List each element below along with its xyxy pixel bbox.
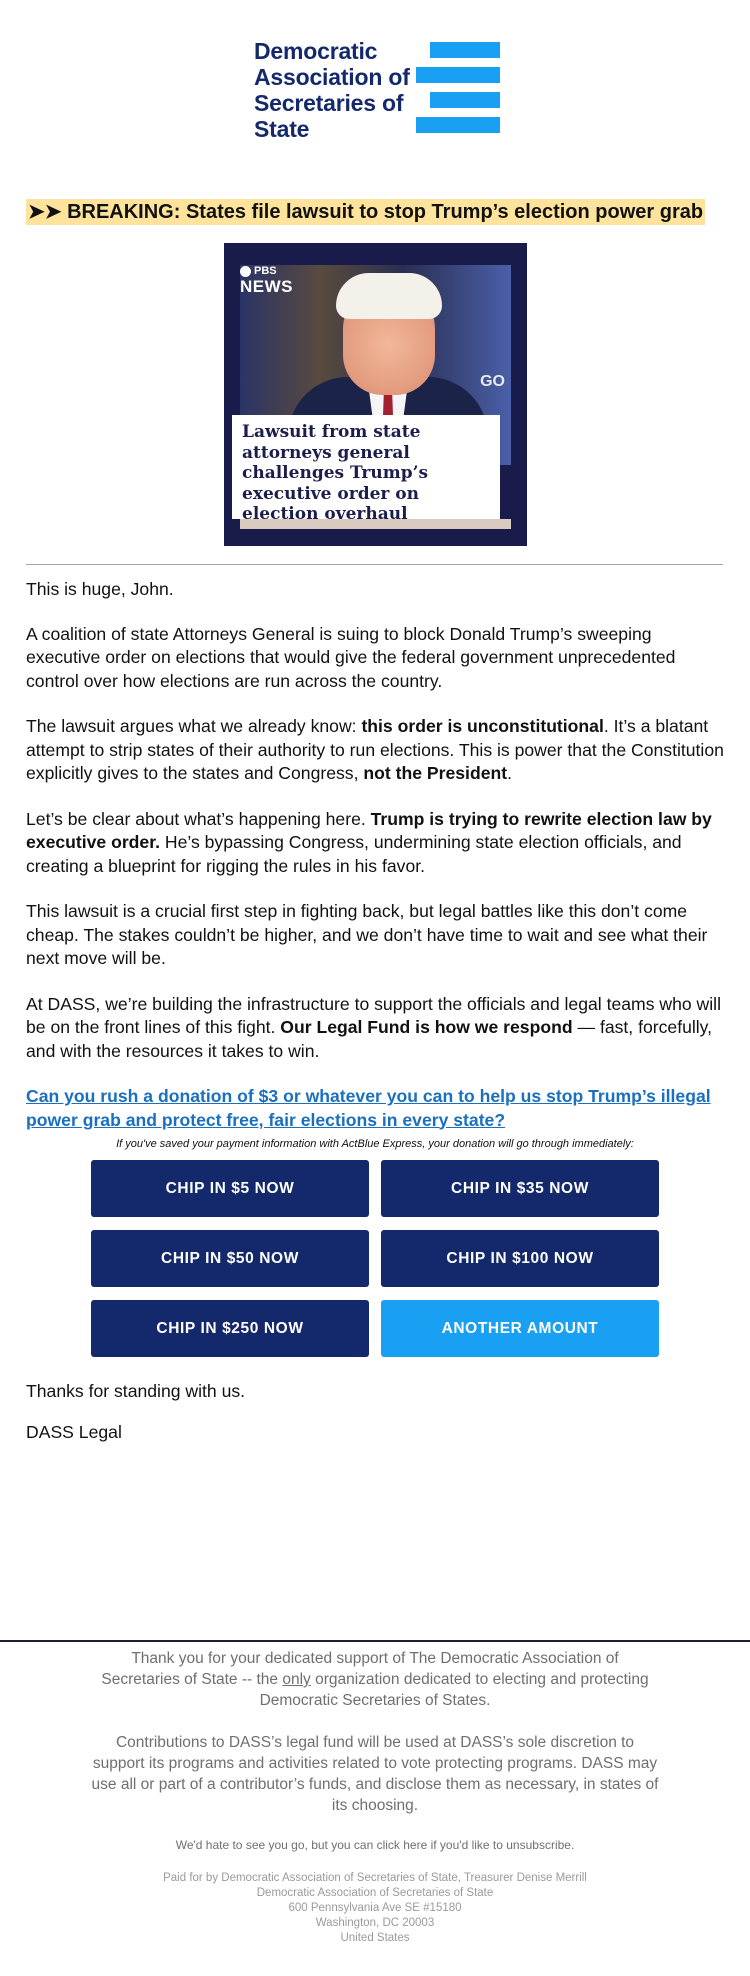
- news-image[interactable]: [224, 243, 527, 546]
- logo-bar: [416, 117, 500, 133]
- paragraph-3: [26, 808, 726, 879]
- chip-in-250-button[interactable]: CHIP IN $250 NOW: [91, 1300, 369, 1357]
- headline-container: [26, 199, 726, 225]
- cta-paragraph: [26, 1085, 726, 1132]
- paid-line: Washington, DC 20003: [315, 1917, 435, 1929]
- chip-in-35-button[interactable]: CHIP IN $35 NOW: [381, 1160, 659, 1217]
- email-body: [26, 578, 726, 1154]
- logo-bar: [416, 67, 500, 83]
- dass-logo: [254, 38, 500, 142]
- footer-divider: [0, 1640, 750, 1642]
- divider: [26, 564, 723, 565]
- actblue-express-note: If you've saved your payment information with ActBlue Express, your donation will go through immediately:: [116, 1138, 634, 1150]
- thanks-line: Thanks for standing with us.: [26, 1381, 246, 1401]
- photo-hair: [336, 273, 442, 319]
- p3-text: Let’s be clear about what’s happening here.: [26, 808, 371, 829]
- footer-only: only: [282, 1671, 311, 1688]
- logo-wordmark: [254, 38, 410, 142]
- pbs-label: PBS: [254, 265, 277, 277]
- logo-line: Democratic: [254, 38, 378, 64]
- pbs-logo: [240, 265, 293, 277]
- greeting: This is huge, John.: [26, 579, 174, 599]
- pbs-head-icon: [240, 266, 251, 277]
- paid-line: Paid for by Democratic Association of Secretaries of State, Treasurer Denise Merrill: [163, 1872, 587, 1884]
- chip-in-50-button[interactable]: CHIP IN $50 NOW: [91, 1230, 369, 1287]
- paid-line: United States: [340, 1932, 410, 1944]
- logo-line: Association of: [254, 64, 410, 90]
- p3-text: He’s bypassing Congress, undermining state election officials, and creating a blueprint for rigging the rules in his favor.: [26, 832, 682, 876]
- breaking-headline: ➤➤ BREAKING: States file lawsuit to stop Trump’s election power grab: [28, 201, 704, 223]
- paragraph-2: [26, 715, 726, 786]
- paid-line: Democratic Association of Secretaries of State: [256, 1887, 494, 1899]
- donate-link[interactable]: Can you rush a donation of $3 or whatever you can to help us stop Trump’s illegal power grab and protect free, fair elections in every state?: [26, 1086, 711, 1130]
- footer-thanks: [95, 1648, 655, 1711]
- footer-contributions: Contributions to DASS’s legal fund will be used at DASS’s sole discretion to support its programs and activities related to vote protecting programs. DASS may use all or part of a contributor’s funds, and disclose them as necessary, in states of its choosing.: [91, 1734, 659, 1814]
- paragraph-4: This lawsuit is a crucial first step in fighting back, but legal battles like this don’t come cheap. The stakes couldn’t be higher, and we don’t have time to wait and see what their next move will be.: [26, 901, 708, 968]
- logo-bars-icon: [416, 42, 500, 142]
- logo-line: State: [254, 116, 310, 142]
- chip-in-5-button[interactable]: CHIP IN $5 NOW: [91, 1160, 369, 1217]
- p5-text: — fast, forcefully, and with the resources it takes to win.: [26, 1017, 713, 1061]
- p2-text: The lawsuit argues what we already know:: [26, 716, 362, 736]
- p2-bold: not the President: [363, 763, 508, 783]
- pbs-news-logo: [240, 265, 293, 297]
- logo-bar: [430, 42, 500, 58]
- p5-text: At DASS, we’re building the infrastructure to support the officials and legal teams who will be on the front lines of this fight.: [26, 993, 721, 1037]
- news-label: NEWS: [240, 277, 293, 296]
- unsubscribe-link[interactable]: We'd hate to see you go, but you can click here if you'd like to unsubscribe.: [175, 1838, 575, 1852]
- footer-thanks-text: Thank you for your dedicated support of The Democratic Association of Secretaries of State -- the: [101, 1650, 619, 1688]
- p2-bold: this order is unconstitutional: [361, 716, 604, 736]
- logo-bar: [430, 92, 500, 108]
- closing: [26, 1380, 245, 1461]
- p2-text: .: [507, 763, 512, 783]
- p2-text: . It’s a blatant attempt to strip states of their authority to run elections. This is power that the Constitution explicitly gives to the states and Congress,: [26, 716, 724, 783]
- signature: DASS Legal: [26, 1421, 122, 1442]
- p3-bold: Trump is trying to rewrite election law by executive order.: [26, 808, 712, 852]
- footer-thanks-text: organization dedicated to electing and protecting Democratic Secretaries of States.: [259, 1671, 649, 1709]
- paid-line: 600 Pennsylvania Ave SE #15180: [288, 1902, 462, 1914]
- logo-line: Secretaries of: [254, 90, 404, 116]
- chip-in-100-button[interactable]: CHIP IN $100 NOW: [381, 1230, 659, 1287]
- p5-bold: Our Legal Fund is how we respond: [280, 1017, 573, 1037]
- footer: [0, 1648, 750, 1946]
- another-amount-button[interactable]: ANOTHER AMOUNT: [381, 1300, 659, 1357]
- paragraph-5: [26, 993, 726, 1064]
- news-caption: Lawsuit from state attorneys general challenges Trump’s executive order on election overhaul: [232, 415, 500, 519]
- paid-for-by: [0, 1871, 750, 1946]
- photo-background-text: GO: [480, 373, 505, 390]
- paragraph-1: A coalition of state Attorneys General is suing to block Donald Trump’s sweeping executive order on elections that would give the federal government unprecedented control over how elections are run across the country.: [26, 623, 676, 691]
